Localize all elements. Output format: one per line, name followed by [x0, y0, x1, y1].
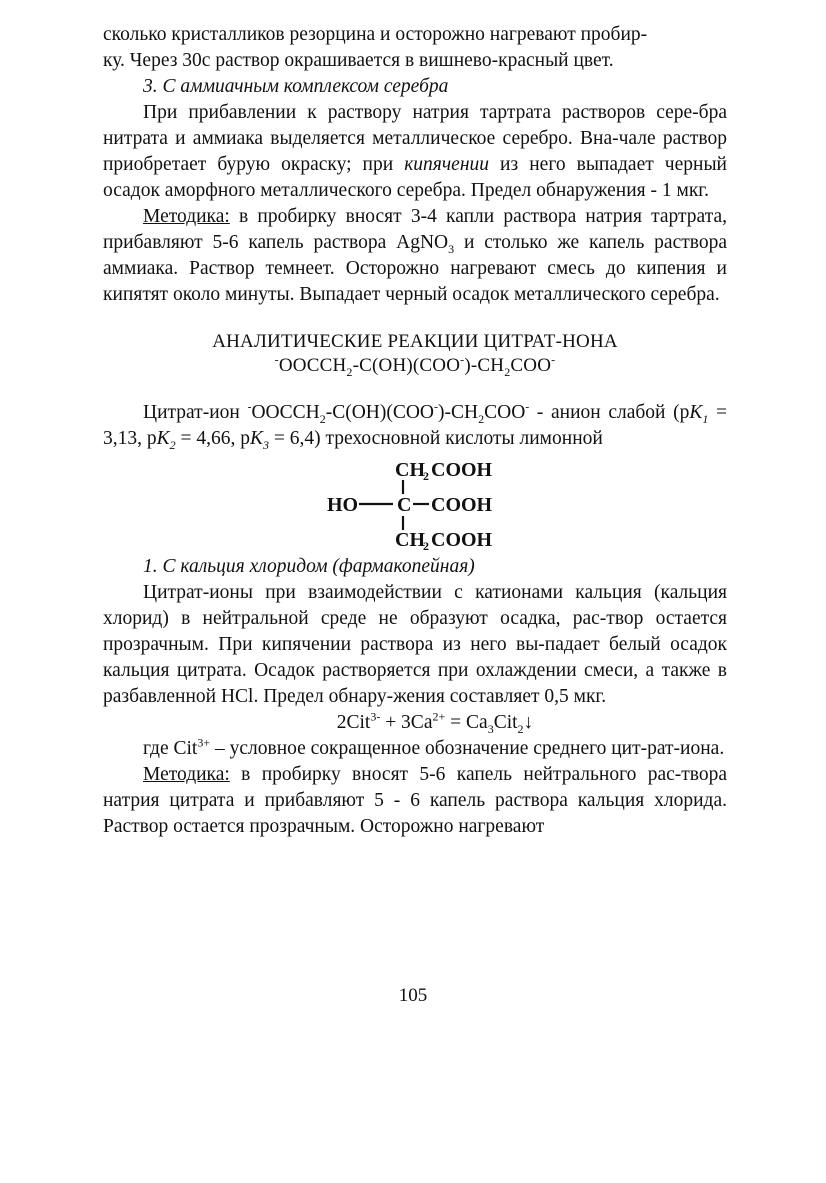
struct-top-sub: 2	[423, 469, 429, 483]
eq-part: 2Cit	[336, 712, 371, 733]
page-number: 105	[398, 985, 428, 1006]
text-run: в пробирку вносят 3-4 капли раствора натрия тартрата, прибавляют 5-6 капель раствора AgNO	[103, 206, 727, 253]
text-run: и столько же капель раствора аммиака. Раствор темнеет. Осторожно нагревают смесь до кипения и кипятят около минуты. Выпадает черный осадок металлического серебра.	[103, 232, 727, 305]
pk-symbol: K	[250, 428, 264, 449]
text-run: – условное сокращенное обозначение среднего цит-рат-иона.	[210, 738, 725, 759]
method-label: Методика:	[143, 206, 230, 227]
text-run: COO	[484, 402, 526, 423]
text-run: = 6,4) трехосновной кислоты лимонной	[269, 428, 603, 449]
superscript: -	[551, 352, 556, 367]
paragraph-where	[103, 736, 727, 762]
text-run: где Cit	[143, 738, 198, 759]
formula-part: COO	[510, 355, 552, 376]
text-run: )-CH	[438, 402, 479, 423]
subscript: 1	[702, 411, 709, 426]
subscript: 3	[487, 721, 494, 736]
precipitate-arrow-icon: ↓	[523, 712, 534, 733]
formula-part: OOCCH	[278, 355, 347, 376]
text-run: OOCCH	[251, 402, 320, 423]
subscript: 2	[517, 721, 524, 736]
subscript: 2	[169, 437, 176, 452]
section-title-calcium: 1. С кальция хлоридом (фармакопейная)	[143, 556, 475, 577]
paragraph-continuation	[103, 22, 727, 74]
section-title-silver: 3. С аммиачным комплексом серебра	[143, 76, 449, 97]
method-paragraph-silver	[103, 204, 727, 308]
reaction-equation	[143, 710, 727, 736]
text-run: - анион слабой (p	[529, 402, 690, 423]
superscript: -	[434, 399, 439, 414]
superscript: 3+	[197, 735, 211, 750]
text-run: = 4,66, p	[175, 428, 251, 449]
text-line: сколько кристалликов резорцина и осторожно нагревают пробир-	[103, 24, 648, 45]
structure-diagram	[323, 456, 523, 554]
struct-bottom-sub: 2	[423, 539, 429, 553]
subscript: 2	[346, 364, 353, 379]
text-run: = 3,13, p	[103, 402, 727, 449]
superscript: 2+	[432, 709, 446, 724]
superscript: -	[247, 399, 252, 414]
formula-part: )-CH	[464, 355, 505, 376]
paragraph-silver	[103, 100, 727, 204]
struct-bottom-ch: CH	[395, 529, 425, 551]
superscript: -	[525, 399, 530, 414]
text-run: в пробирку вносят 5-6 капель нейтрального рас-твора натрия цитрата и прибавляют 5 - 6 капель раствора кальция хлорида. Раствор остается прозрачным. Осторожно нагревают	[103, 764, 727, 837]
struct-top-cooh: COOH	[431, 459, 493, 481]
paragraph-citrate-intro	[103, 400, 727, 452]
eq-part: = Ca	[445, 712, 488, 733]
method-paragraph-calcium	[103, 762, 727, 840]
paragraph-calcium: Цитрат-ионы при взаимодействии с катионами кальция (кальция хлорид) в нейтральной среде не образуют осадка, рас-твор остается прозрачным. При кипячении раствора из него вы-падает белый осадок кальция цитрата. Осадок растворяется при охлаждении смеси, а также в разбавленной HCl. Предел обнару-жения составляет 0,5 мкг.	[103, 582, 727, 707]
text-run: -C(OH)(COO	[325, 402, 435, 423]
pk-symbol: K	[689, 402, 703, 423]
formula-part: -C(OH)(COO	[352, 355, 461, 376]
struct-ho: HO	[327, 494, 359, 516]
superscript: -	[274, 352, 279, 367]
struct-top-ch: CH	[395, 459, 425, 481]
pk-symbol: K	[156, 428, 170, 449]
subscript: 2	[504, 364, 511, 379]
subscript: 3	[263, 437, 270, 452]
superscript: -	[460, 352, 465, 367]
section-heading: АНАЛИТИЧЕСКИЕ РЕАКЦИИ ЦИТРАТ-НОНА	[212, 331, 618, 352]
eq-part: Cit	[493, 712, 518, 733]
superscript: 3-	[370, 709, 381, 724]
citric-acid-structure	[103, 456, 727, 554]
struct-mid-cooh: COOH	[431, 494, 493, 516]
page-body	[103, 22, 727, 840]
italic-term: кипячении	[404, 154, 490, 175]
text-run: Цитрат-ион	[143, 402, 248, 423]
subscript: 3	[448, 241, 455, 256]
struct-bottom-cooh: COOH	[431, 529, 493, 551]
struct-central-c: C	[397, 494, 412, 516]
subscript: 2	[478, 411, 485, 426]
heading-formula	[103, 354, 727, 378]
method-label: Методика:	[143, 764, 230, 785]
eq-part: + 3Ca	[380, 712, 433, 733]
text-run: При прибавлении к раствору натрия тартрата растворов сере-бра нитрата и аммиака выделяется металлическое серебро. Вна-чале раствор приобретает бурую окраску; при	[103, 102, 727, 175]
text-line: ку. Через 30с раствор окрашивается в вишнево-красный цвет.	[103, 50, 614, 71]
text-run: из него выпадает черный осадок аморфного металлического серебра. Предел обнаружения - 1 мкг.	[103, 154, 727, 201]
subscript: 2	[319, 411, 326, 426]
